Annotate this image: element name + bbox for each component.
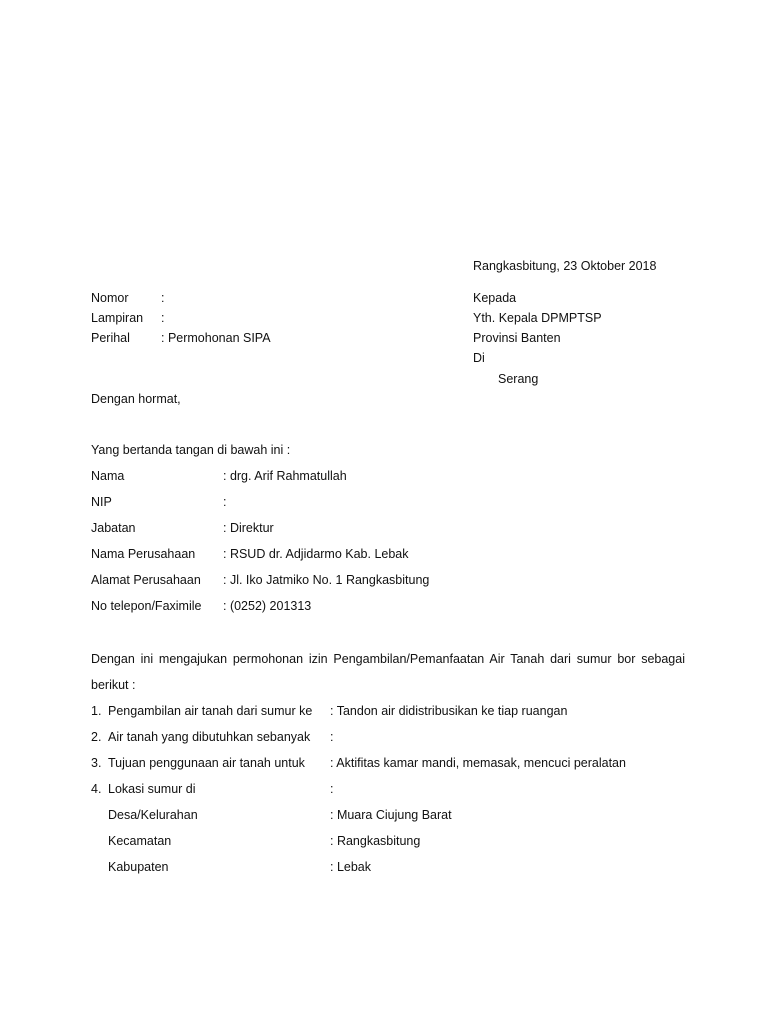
item-label: Tujuan penggunaan air tanah untuk (108, 756, 305, 770)
item-value: : Aktifitas kamar mandi, memasak, mencuci peralatan (330, 756, 626, 770)
signer-value: : RSUD dr. Adjidarmo Kab. Lebak (223, 547, 409, 561)
recipient-line: Di (473, 351, 485, 365)
header-value-lampiran: : (161, 311, 165, 325)
signer-value: : Jl. Iko Jatmiko No. 1 Rangkasbitung (223, 573, 430, 587)
location-value: : Rangkasbitung (330, 834, 421, 848)
signer-value: : Direktur (223, 521, 274, 535)
signer-label: No telepon/Faximile (91, 599, 202, 613)
item-label: Air tanah yang dibutuhkan sebanyak (108, 730, 311, 744)
item-number: 1. (91, 704, 102, 718)
location-label: Desa/Kelurahan (108, 808, 198, 822)
signer-label: Nama Perusahaan (91, 547, 196, 561)
recipient-line: Yth. Kepala DPMPTSP (473, 311, 602, 325)
location-value: : Lebak (330, 860, 372, 874)
header-label-nomor: Nomor (91, 291, 129, 305)
location-label: Kabupaten (108, 860, 169, 874)
place-date: Rangkasbitung, 23 Oktober 2018 (473, 259, 657, 273)
item-number: 3. (91, 756, 102, 770)
location-label: Kecamatan (108, 834, 172, 848)
item-label: Pengambilan air tanah dari sumur ke (108, 704, 313, 718)
item-value: : (330, 730, 334, 744)
item-value: : Tandon air didistribusikan ke tiap ruangan (330, 704, 568, 718)
header-value-perihal: : Permohonan SIPA (161, 331, 271, 345)
item-number: 4. (91, 782, 102, 796)
intro-text: Yang bertanda tangan di bawah ini : (91, 443, 291, 457)
item-value: : (330, 782, 334, 796)
salutation: Dengan hormat, (91, 392, 181, 406)
recipient-line: Provinsi Banten (473, 331, 561, 345)
signer-value: : (223, 495, 227, 509)
signer-label: Alamat Perusahaan (91, 573, 201, 587)
recipient-line: Serang (498, 372, 539, 386)
header-label-perihal: Perihal (91, 331, 130, 345)
signer-value: : (0252) 201313 (223, 599, 312, 613)
signer-label: Nama (91, 469, 125, 483)
signer-label: NIP (91, 495, 112, 509)
header-label-lampiran: Lampiran (91, 311, 144, 325)
item-label: Lokasi sumur di (108, 782, 196, 796)
recipient-line: Kepada (473, 291, 517, 305)
location-value: : Muara Ciujung Barat (330, 808, 452, 822)
request-paragraph-line: Dengan ini mengajukan permohonan izin Pengambilan/Pemanfaatan Air Tanah dari sumur bor sebagai (91, 652, 685, 666)
signer-label: Jabatan (91, 521, 136, 535)
item-number: 2. (91, 730, 102, 744)
header-value-nomor: : (161, 291, 165, 305)
signer-value: : drg. Arif Rahmatullah (223, 469, 347, 483)
request-paragraph-line: berikut : (91, 678, 136, 692)
